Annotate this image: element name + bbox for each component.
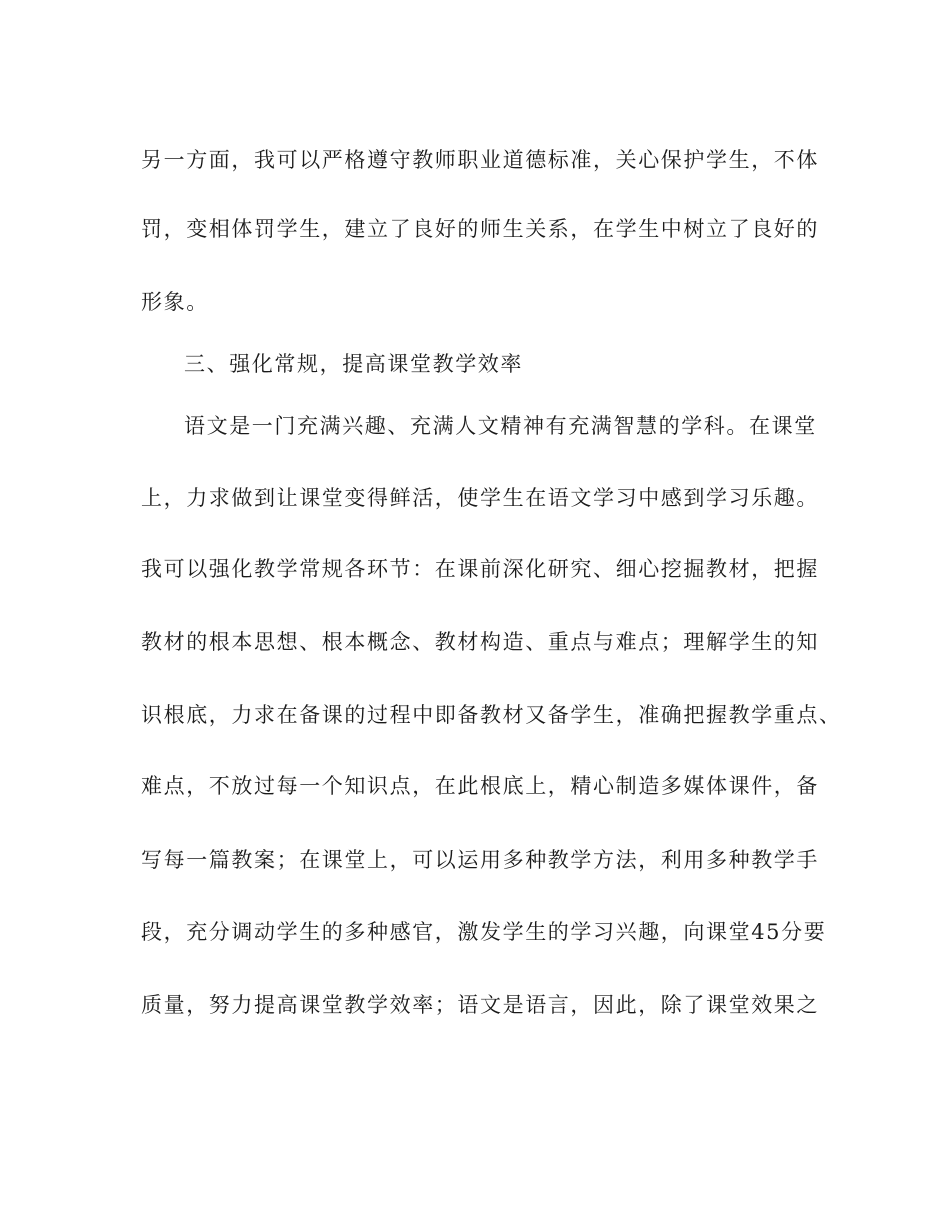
paragraph-line: 难点，不放过每一个知识点，在此根底上，精心制造多媒体课件，备 xyxy=(141,774,819,798)
paragraph-line: 我可以强化教学常规各环节：在课前深化研究、细心挖掘教材，把握 xyxy=(141,557,819,581)
paragraph-line: 质量，努力提高课堂教学效率；语文是语言，因此，除了课堂效果之 xyxy=(141,993,819,1017)
paragraph-line: 识根底，力求在备课的过程中即备教材又备学生，准确把握教学重点、 xyxy=(141,703,842,727)
paragraph-line: 段，充分调动学生的多种感官，激发学生的学习兴趣，向课堂45分要 xyxy=(141,920,827,944)
paragraph-line: 罚，变相体罚学生，建立了良好的师生关系，在学生中树立了良好的 xyxy=(141,217,819,241)
paragraph-line: 写每一篇教案；在课堂上，可以运用多种教学方法，利用多种教学手 xyxy=(141,848,819,872)
paragraph-line: 教材的根本思想、根本概念、教材构造、重点与难点；理解学生的知 xyxy=(141,630,819,654)
paragraph-line: 形象。 xyxy=(141,290,209,314)
paragraph-line: 另一方面，我可以严格遵守教师职业道德标准，关心保护学生，不体 xyxy=(141,148,819,172)
section-heading: 三、强化常规，提高课堂教学效率 xyxy=(184,352,523,376)
paragraph-line: 上，力求做到让课堂变得鲜活，使学生在语文学习中感到学习乐趣。 xyxy=(141,486,819,510)
paragraph-line: 语文是一门充满兴趣、充满人文精神有充满智慧的学科。在课堂 xyxy=(184,414,817,438)
